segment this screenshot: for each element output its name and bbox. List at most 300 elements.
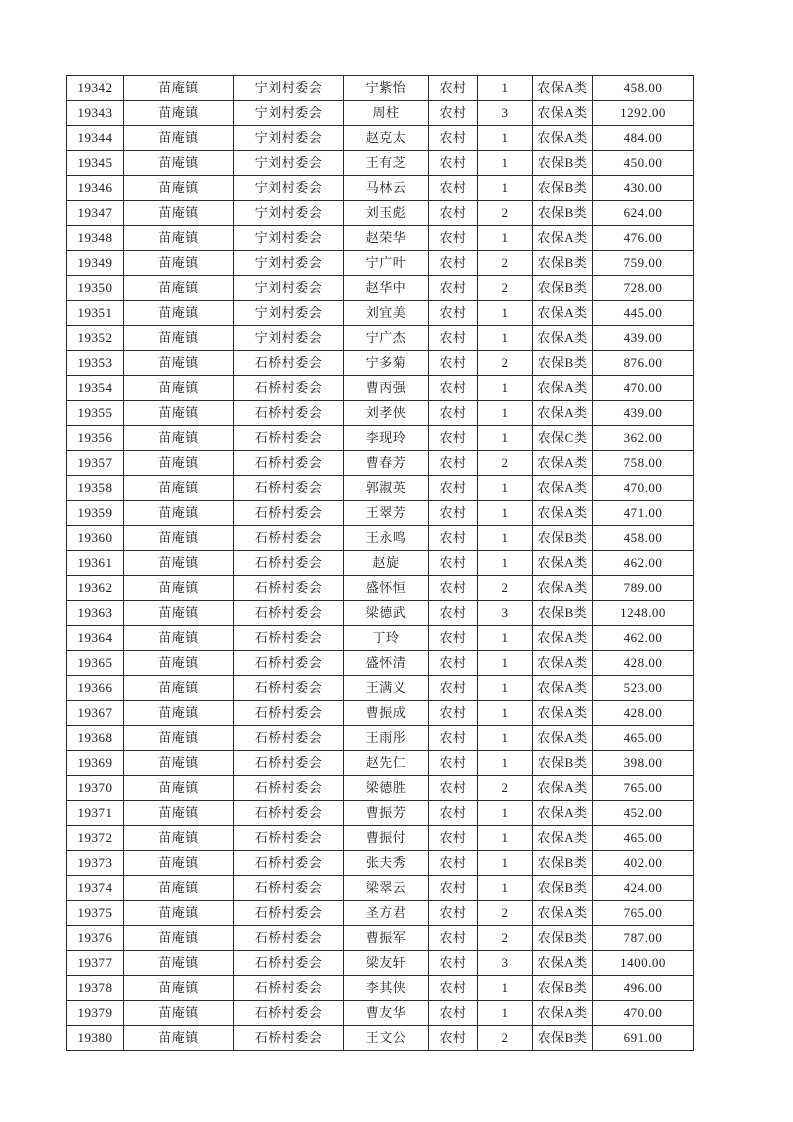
cell-amount: 470.00 [593, 1001, 694, 1026]
cell-town: 苗庵镇 [124, 276, 234, 301]
cell-person-count: 3 [478, 951, 533, 976]
cell-person-name: 丁玲 [344, 626, 429, 651]
cell-person-name: 李其侠 [344, 976, 429, 1001]
cell-person-name: 曹振芳 [344, 801, 429, 826]
cell-person-name: 王文公 [344, 1026, 429, 1051]
table-row [67, 1026, 694, 1051]
cell-residence-type: 农村 [429, 251, 478, 276]
cell-village-committee: 宁刘村委会 [234, 251, 344, 276]
cell-insurance-category: 农保B类 [533, 251, 593, 276]
cell-town: 苗庵镇 [124, 351, 234, 376]
cell-person-name: 宁广叶 [344, 251, 429, 276]
cell-residence-type: 农村 [429, 276, 478, 301]
table-row [67, 201, 694, 226]
cell-person-count: 1 [478, 401, 533, 426]
cell-residence-type: 农村 [429, 701, 478, 726]
cell-person-count: 2 [478, 576, 533, 601]
cell-village-committee: 宁刘村委会 [234, 226, 344, 251]
cell-serial-no: 19360 [67, 526, 124, 551]
cell-serial-no: 19351 [67, 301, 124, 326]
table-row [67, 326, 694, 351]
cell-person-name: 梁德武 [344, 601, 429, 626]
cell-person-name: 郭淑英 [344, 476, 429, 501]
cell-residence-type: 农村 [429, 176, 478, 201]
cell-person-count: 1 [478, 476, 533, 501]
table-row [67, 776, 694, 801]
cell-town: 苗庵镇 [124, 76, 234, 101]
cell-amount: 876.00 [593, 351, 694, 376]
table-row [67, 276, 694, 301]
cell-amount: 476.00 [593, 226, 694, 251]
cell-village-committee: 石桥村委会 [234, 651, 344, 676]
cell-town: 苗庵镇 [124, 951, 234, 976]
cell-town: 苗庵镇 [124, 601, 234, 626]
cell-person-count: 1 [478, 701, 533, 726]
cell-insurance-category: 农保A类 [533, 576, 593, 601]
cell-insurance-category: 农保A类 [533, 226, 593, 251]
cell-insurance-category: 农保B类 [533, 176, 593, 201]
cell-insurance-category: 农保B类 [533, 1026, 593, 1051]
cell-serial-no: 19359 [67, 501, 124, 526]
cell-town: 苗庵镇 [124, 876, 234, 901]
cell-residence-type: 农村 [429, 851, 478, 876]
cell-person-count: 2 [478, 201, 533, 226]
cell-serial-no: 19363 [67, 601, 124, 626]
cell-village-committee: 石桥村委会 [234, 526, 344, 551]
cell-town: 苗庵镇 [124, 1026, 234, 1051]
cell-person-count: 2 [478, 776, 533, 801]
cell-person-name: 梁翠云 [344, 876, 429, 901]
cell-person-name: 王永鸣 [344, 526, 429, 551]
cell-residence-type: 农村 [429, 976, 478, 1001]
cell-residence-type: 农村 [429, 426, 478, 451]
cell-insurance-category: 农保A类 [533, 901, 593, 926]
cell-town: 苗庵镇 [124, 901, 234, 926]
cell-person-name: 刘孝侠 [344, 401, 429, 426]
cell-person-name: 宁紫怡 [344, 76, 429, 101]
cell-amount: 465.00 [593, 726, 694, 751]
cell-town: 苗庵镇 [124, 701, 234, 726]
cell-town: 苗庵镇 [124, 101, 234, 126]
cell-person-count: 1 [478, 751, 533, 776]
cell-town: 苗庵镇 [124, 801, 234, 826]
cell-person-count: 1 [478, 826, 533, 851]
cell-amount: 523.00 [593, 676, 694, 701]
cell-person-name: 梁友轩 [344, 951, 429, 976]
cell-village-committee: 石桥村委会 [234, 451, 344, 476]
cell-amount: 445.00 [593, 301, 694, 326]
cell-insurance-category: 农保A类 [533, 326, 593, 351]
cell-person-count: 1 [478, 501, 533, 526]
cell-insurance-category: 农保A类 [533, 126, 593, 151]
cell-person-count: 1 [478, 976, 533, 1001]
cell-village-committee: 宁刘村委会 [234, 326, 344, 351]
cell-person-count: 1 [478, 851, 533, 876]
cell-person-name: 圣方君 [344, 901, 429, 926]
cell-town: 苗庵镇 [124, 201, 234, 226]
cell-insurance-category: 农保B类 [533, 601, 593, 626]
cell-amount: 362.00 [593, 426, 694, 451]
cell-village-committee: 石桥村委会 [234, 876, 344, 901]
cell-person-count: 1 [478, 651, 533, 676]
cell-town: 苗庵镇 [124, 526, 234, 551]
cell-person-name: 赵华中 [344, 276, 429, 301]
cell-town: 苗庵镇 [124, 301, 234, 326]
cell-town: 苗庵镇 [124, 776, 234, 801]
cell-amount: 1400.00 [593, 951, 694, 976]
cell-town: 苗庵镇 [124, 726, 234, 751]
cell-insurance-category: 农保A类 [533, 551, 593, 576]
cell-town: 苗庵镇 [124, 376, 234, 401]
cell-village-committee: 石桥村委会 [234, 1026, 344, 1051]
cell-residence-type: 农村 [429, 226, 478, 251]
cell-amount: 452.00 [593, 801, 694, 826]
cell-serial-no: 19344 [67, 126, 124, 151]
cell-amount: 765.00 [593, 901, 694, 926]
cell-person-count: 1 [478, 726, 533, 751]
cell-insurance-category: 农保A类 [533, 701, 593, 726]
cell-insurance-category: 农保A类 [533, 776, 593, 801]
cell-residence-type: 农村 [429, 901, 478, 926]
cell-person-count: 1 [478, 151, 533, 176]
table-row [67, 926, 694, 951]
table-row [67, 826, 694, 851]
cell-town: 苗庵镇 [124, 576, 234, 601]
cell-serial-no: 19356 [67, 426, 124, 451]
cell-person-count: 1 [478, 801, 533, 826]
cell-person-count: 1 [478, 176, 533, 201]
table-row [67, 426, 694, 451]
cell-person-name: 曹振成 [344, 701, 429, 726]
cell-person-name: 赵克太 [344, 126, 429, 151]
cell-insurance-category: 农保B类 [533, 851, 593, 876]
cell-person-name: 盛怀恒 [344, 576, 429, 601]
cell-town: 苗庵镇 [124, 226, 234, 251]
cell-residence-type: 农村 [429, 726, 478, 751]
cell-person-name: 王翠芳 [344, 501, 429, 526]
cell-person-count: 3 [478, 101, 533, 126]
cell-serial-no: 19374 [67, 876, 124, 901]
cell-village-committee: 石桥村委会 [234, 551, 344, 576]
table-row [67, 851, 694, 876]
cell-person-name: 张夫秀 [344, 851, 429, 876]
cell-person-count: 1 [478, 876, 533, 901]
cell-town: 苗庵镇 [124, 401, 234, 426]
table-row [67, 526, 694, 551]
cell-insurance-category: 农保A类 [533, 451, 593, 476]
table-row [67, 676, 694, 701]
cell-amount: 758.00 [593, 451, 694, 476]
cell-town: 苗庵镇 [124, 1001, 234, 1026]
cell-serial-no: 19375 [67, 901, 124, 926]
cell-town: 苗庵镇 [124, 926, 234, 951]
cell-person-name: 李现玲 [344, 426, 429, 451]
table-row [67, 401, 694, 426]
cell-person-name: 曹振付 [344, 826, 429, 851]
cell-serial-no: 19379 [67, 1001, 124, 1026]
cell-amount: 787.00 [593, 926, 694, 951]
cell-residence-type: 农村 [429, 1026, 478, 1051]
cell-person-name: 宁多菊 [344, 351, 429, 376]
cell-village-committee: 石桥村委会 [234, 851, 344, 876]
cell-town: 苗庵镇 [124, 501, 234, 526]
cell-residence-type: 农村 [429, 751, 478, 776]
cell-amount: 765.00 [593, 776, 694, 801]
cell-town: 苗庵镇 [124, 676, 234, 701]
cell-person-name: 盛怀清 [344, 651, 429, 676]
cell-village-committee: 石桥村委会 [234, 676, 344, 701]
cell-town: 苗庵镇 [124, 426, 234, 451]
cell-serial-no: 19369 [67, 751, 124, 776]
cell-amount: 691.00 [593, 1026, 694, 1051]
cell-residence-type: 农村 [429, 876, 478, 901]
cell-residence-type: 农村 [429, 201, 478, 226]
cell-serial-no: 19342 [67, 76, 124, 101]
cell-village-committee: 石桥村委会 [234, 351, 344, 376]
cell-person-count: 1 [478, 226, 533, 251]
cell-serial-no: 19367 [67, 701, 124, 726]
cell-amount: 484.00 [593, 126, 694, 151]
table-row [67, 351, 694, 376]
cell-person-name: 周柱 [344, 101, 429, 126]
cell-town: 苗庵镇 [124, 326, 234, 351]
cell-village-committee: 宁刘村委会 [234, 176, 344, 201]
cell-town: 苗庵镇 [124, 476, 234, 501]
cell-person-name: 曹春芳 [344, 451, 429, 476]
table-row [67, 126, 694, 151]
cell-village-committee: 宁刘村委会 [234, 101, 344, 126]
cell-person-name: 曹振军 [344, 926, 429, 951]
benefit-roster-table [66, 75, 694, 1051]
cell-serial-no: 19346 [67, 176, 124, 201]
cell-residence-type: 农村 [429, 951, 478, 976]
cell-residence-type: 农村 [429, 151, 478, 176]
cell-amount: 439.00 [593, 401, 694, 426]
cell-serial-no: 19362 [67, 576, 124, 601]
cell-town: 苗庵镇 [124, 851, 234, 876]
cell-person-count: 1 [478, 126, 533, 151]
table-row [67, 251, 694, 276]
cell-insurance-category: 农保B类 [533, 526, 593, 551]
cell-residence-type: 农村 [429, 676, 478, 701]
cell-person-count: 1 [478, 426, 533, 451]
cell-person-count: 2 [478, 351, 533, 376]
cell-serial-no: 19350 [67, 276, 124, 301]
cell-village-committee: 宁刘村委会 [234, 76, 344, 101]
cell-insurance-category: 农保A类 [533, 476, 593, 501]
cell-village-committee: 石桥村委会 [234, 901, 344, 926]
table-row [67, 151, 694, 176]
cell-village-committee: 石桥村委会 [234, 726, 344, 751]
cell-person-name: 王满义 [344, 676, 429, 701]
cell-village-committee: 石桥村委会 [234, 401, 344, 426]
cell-person-name: 马林云 [344, 176, 429, 201]
cell-village-committee: 石桥村委会 [234, 951, 344, 976]
cell-person-name: 梁德胜 [344, 776, 429, 801]
cell-person-count: 1 [478, 1001, 533, 1026]
cell-residence-type: 农村 [429, 551, 478, 576]
cell-person-count: 1 [478, 301, 533, 326]
cell-person-count: 1 [478, 626, 533, 651]
table-row [67, 1001, 694, 1026]
cell-serial-no: 19380 [67, 1026, 124, 1051]
cell-insurance-category: 农保A类 [533, 1001, 593, 1026]
cell-amount: 398.00 [593, 751, 694, 776]
cell-person-count: 2 [478, 1026, 533, 1051]
table-row [67, 576, 694, 601]
cell-town: 苗庵镇 [124, 551, 234, 576]
cell-person-name: 赵先仁 [344, 751, 429, 776]
cell-serial-no: 19361 [67, 551, 124, 576]
table-row [67, 176, 694, 201]
cell-person-name: 刘宜美 [344, 301, 429, 326]
cell-insurance-category: 农保A类 [533, 101, 593, 126]
cell-serial-no: 19349 [67, 251, 124, 276]
cell-insurance-category: 农保A类 [533, 626, 593, 651]
cell-serial-no: 19355 [67, 401, 124, 426]
cell-residence-type: 农村 [429, 476, 478, 501]
cell-serial-no: 19345 [67, 151, 124, 176]
table-row [67, 726, 694, 751]
cell-amount: 458.00 [593, 76, 694, 101]
cell-insurance-category: 农保B类 [533, 276, 593, 301]
cell-person-count: 1 [478, 676, 533, 701]
cell-person-count: 2 [478, 251, 533, 276]
cell-serial-no: 19347 [67, 201, 124, 226]
cell-person-name: 宁广杰 [344, 326, 429, 351]
cell-amount: 728.00 [593, 276, 694, 301]
table-row [67, 701, 694, 726]
cell-town: 苗庵镇 [124, 651, 234, 676]
cell-person-name: 曹丙强 [344, 376, 429, 401]
cell-residence-type: 农村 [429, 601, 478, 626]
table-row [67, 301, 694, 326]
cell-person-name: 王有芝 [344, 151, 429, 176]
table-row [67, 626, 694, 651]
cell-town: 苗庵镇 [124, 826, 234, 851]
cell-person-name: 刘玉彪 [344, 201, 429, 226]
table-row [67, 751, 694, 776]
cell-person-count: 2 [478, 901, 533, 926]
table-row [67, 76, 694, 101]
cell-town: 苗庵镇 [124, 976, 234, 1001]
cell-residence-type: 农村 [429, 801, 478, 826]
cell-insurance-category: 农保A类 [533, 676, 593, 701]
table-row [67, 451, 694, 476]
cell-village-committee: 石桥村委会 [234, 601, 344, 626]
cell-town: 苗庵镇 [124, 626, 234, 651]
cell-village-committee: 宁刘村委会 [234, 126, 344, 151]
cell-amount: 428.00 [593, 651, 694, 676]
cell-insurance-category: 农保B类 [533, 351, 593, 376]
cell-person-count: 1 [478, 526, 533, 551]
cell-village-committee: 石桥村委会 [234, 776, 344, 801]
cell-person-count: 2 [478, 926, 533, 951]
table-row [67, 951, 694, 976]
cell-person-count: 2 [478, 276, 533, 301]
table-row [67, 651, 694, 676]
cell-person-count: 1 [478, 551, 533, 576]
cell-serial-no: 19377 [67, 951, 124, 976]
cell-insurance-category: 农保B类 [533, 751, 593, 776]
cell-amount: 402.00 [593, 851, 694, 876]
cell-village-committee: 宁刘村委会 [234, 201, 344, 226]
cell-village-committee: 石桥村委会 [234, 626, 344, 651]
cell-insurance-category: 农保B类 [533, 976, 593, 1001]
cell-residence-type: 农村 [429, 1001, 478, 1026]
table-row [67, 601, 694, 626]
cell-serial-no: 19348 [67, 226, 124, 251]
cell-village-committee: 宁刘村委会 [234, 151, 344, 176]
cell-insurance-category: 农保B类 [533, 926, 593, 951]
table-row [67, 376, 694, 401]
cell-insurance-category: 农保A类 [533, 401, 593, 426]
cell-residence-type: 农村 [429, 101, 478, 126]
table-row [67, 501, 694, 526]
cell-insurance-category: 农保A类 [533, 501, 593, 526]
cell-village-committee: 石桥村委会 [234, 926, 344, 951]
cell-person-name: 赵旋 [344, 551, 429, 576]
cell-village-committee: 宁刘村委会 [234, 276, 344, 301]
cell-amount: 624.00 [593, 201, 694, 226]
cell-serial-no: 19372 [67, 826, 124, 851]
cell-insurance-category: 农保A类 [533, 76, 593, 101]
table-row [67, 476, 694, 501]
cell-serial-no: 19370 [67, 776, 124, 801]
cell-serial-no: 19354 [67, 376, 124, 401]
cell-residence-type: 农村 [429, 351, 478, 376]
cell-residence-type: 农村 [429, 326, 478, 351]
cell-insurance-category: 农保B类 [533, 201, 593, 226]
table-row [67, 976, 694, 1001]
cell-person-name: 赵荣华 [344, 226, 429, 251]
cell-person-count: 1 [478, 326, 533, 351]
cell-serial-no: 19352 [67, 326, 124, 351]
cell-town: 苗庵镇 [124, 126, 234, 151]
cell-village-committee: 石桥村委会 [234, 426, 344, 451]
cell-serial-no: 19357 [67, 451, 124, 476]
cell-person-count: 2 [478, 451, 533, 476]
cell-amount: 1292.00 [593, 101, 694, 126]
cell-village-committee: 石桥村委会 [234, 376, 344, 401]
cell-serial-no: 19376 [67, 926, 124, 951]
cell-residence-type: 农村 [429, 826, 478, 851]
table-row [67, 901, 694, 926]
cell-village-committee: 石桥村委会 [234, 576, 344, 601]
cell-residence-type: 农村 [429, 776, 478, 801]
cell-person-count: 1 [478, 76, 533, 101]
cell-insurance-category: 农保B类 [533, 151, 593, 176]
table-row [67, 876, 694, 901]
cell-village-committee: 石桥村委会 [234, 1001, 344, 1026]
cell-amount: 439.00 [593, 326, 694, 351]
cell-residence-type: 农村 [429, 651, 478, 676]
cell-person-name: 曹友华 [344, 1001, 429, 1026]
cell-amount: 470.00 [593, 376, 694, 401]
cell-residence-type: 农村 [429, 376, 478, 401]
cell-amount: 789.00 [593, 576, 694, 601]
cell-insurance-category: 农保A类 [533, 951, 593, 976]
table-row [67, 801, 694, 826]
cell-amount: 450.00 [593, 151, 694, 176]
cell-person-name: 王雨彤 [344, 726, 429, 751]
cell-village-committee: 石桥村委会 [234, 801, 344, 826]
cell-village-committee: 宁刘村委会 [234, 301, 344, 326]
cell-serial-no: 19353 [67, 351, 124, 376]
cell-amount: 428.00 [593, 701, 694, 726]
cell-insurance-category: 农保A类 [533, 801, 593, 826]
cell-village-committee: 石桥村委会 [234, 476, 344, 501]
